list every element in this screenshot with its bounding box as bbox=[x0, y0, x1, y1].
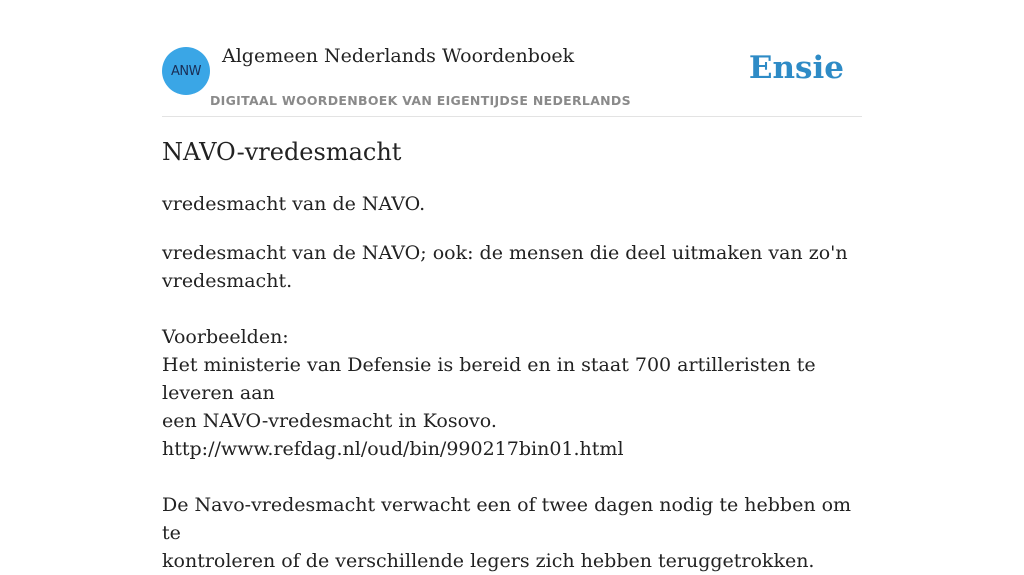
example-line: een NAVO-vredesmacht in Kosovo. bbox=[162, 410, 497, 432]
example-line: kontroleren of de verschillende legers zich hebben teruggetrokken. bbox=[162, 550, 815, 572]
spacer bbox=[162, 463, 862, 491]
entry-headword: NAVO-vredesmacht bbox=[162, 138, 402, 166]
examples-label: Voorbeelden: bbox=[162, 326, 289, 348]
page bbox=[162, 0, 862, 572]
site-header bbox=[162, 0, 862, 117]
entry-body bbox=[162, 239, 862, 575]
example-source: http://www.refdag.nl/oud/bin/990217bin01.html bbox=[162, 438, 624, 460]
anw-logo-text: ANW bbox=[171, 63, 201, 79]
example-line: De Navo-vredesmacht verwacht een of twee dagen nodig te hebben om te bbox=[162, 494, 852, 544]
short-definition: vredesmacht van de NAVO. bbox=[162, 193, 426, 215]
spacer bbox=[162, 295, 862, 323]
site-subtitle: DIGITAAL WOORDENBOEK VAN EIGENTIJDSE NEDERLANDS bbox=[210, 93, 631, 108]
definition-line: vredesmacht. bbox=[162, 270, 293, 292]
anw-logo[interactable] bbox=[162, 47, 210, 95]
example-line: Het ministerie van Defensie is bereid en in staat 700 artilleristen te leveren aan bbox=[162, 354, 816, 404]
ensie-logo[interactable]: Ensie bbox=[748, 50, 844, 86]
definition-line: vredesmacht van de NAVO; ook: de mensen die deel uitmaken van zo'n bbox=[162, 242, 848, 264]
site-title[interactable]: Algemeen Nederlands Woordenboek bbox=[222, 45, 575, 67]
